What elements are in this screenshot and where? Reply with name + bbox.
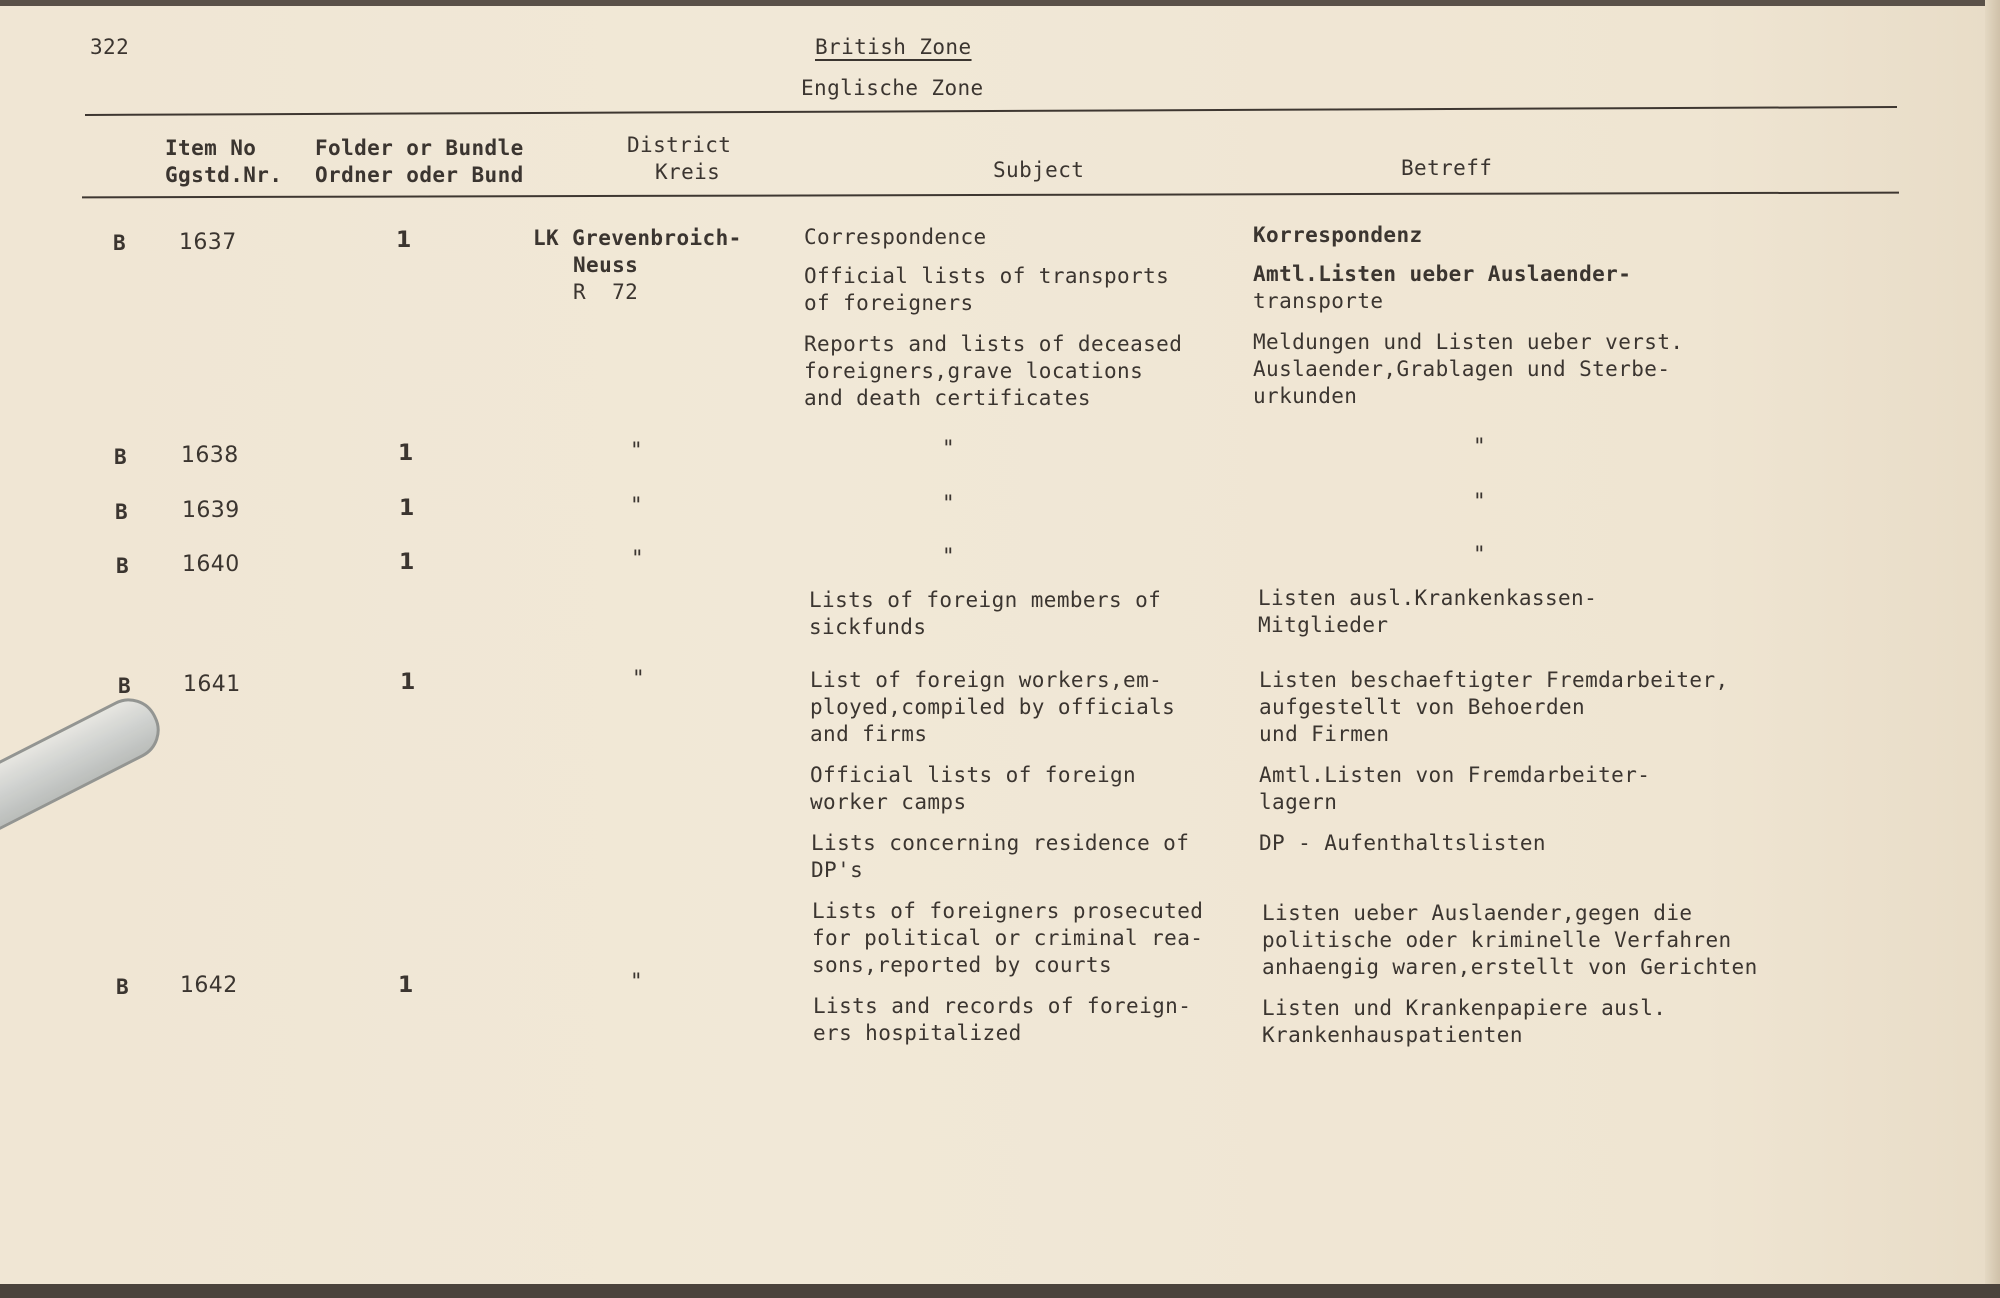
subject-line: List of foreign workers,em-: [810, 668, 1163, 692]
row-folder: 1: [396, 228, 412, 253]
page-title: British Zone: [815, 35, 972, 59]
row-item-no: 1638: [181, 443, 239, 468]
row-district: ": [632, 666, 646, 690]
row-district: ": [630, 969, 644, 993]
row-item-no: 1637: [179, 230, 237, 255]
row-item-no: 1640: [182, 552, 240, 577]
subject-line: ers hospitalized: [813, 1021, 1022, 1045]
row-prefix: B: [116, 975, 130, 999]
betreff-line: Amtl.Listen ueber Auslaender-: [1253, 262, 1632, 286]
subject-line: Official lists of transports: [804, 264, 1170, 288]
subject-line: Lists of foreigners prosecuted: [812, 899, 1204, 923]
betreff-line: Listen ueber Auslaender,gegen die: [1262, 901, 1693, 925]
col-district-de: Kreis: [655, 160, 721, 184]
betreff-line: Amtl.Listen von Fremdarbeiter-: [1259, 763, 1651, 787]
row-folder: 1: [398, 441, 414, 466]
betreff-ditto: ": [1473, 542, 1487, 566]
subject-line: of foreigners: [804, 291, 974, 315]
page-right-edge: [1985, 0, 2000, 1298]
betreff-line: Listen und Krankenpapiere ausl.: [1262, 996, 1667, 1020]
subject-ditto: ": [942, 491, 956, 515]
betreff-line: Auslaender,Grablagen und Sterbe-: [1253, 357, 1671, 381]
subject-line: Lists concerning residence of: [811, 831, 1190, 855]
betreff-line: Korrespondenz: [1253, 223, 1423, 247]
header-top-rule: [85, 106, 1897, 116]
subject-line: foreigners,grave locations: [804, 359, 1144, 383]
col-district-en: District: [627, 133, 732, 157]
subject-line: sickfunds: [809, 615, 927, 639]
header-bottom-rule: [82, 192, 1899, 199]
page-bottom-edge: [0, 1284, 2000, 1298]
row-prefix: B: [116, 554, 130, 578]
subject-line: Official lists of foreign: [810, 763, 1137, 787]
betreff-line: urkunden: [1253, 384, 1358, 408]
col-folder-en: Folder or Bundle: [315, 136, 524, 160]
col-betreff: Betreff: [1401, 156, 1493, 180]
subject-line: Lists and records of foreign-: [813, 994, 1192, 1018]
row-district: ": [631, 546, 645, 570]
row-prefix: B: [113, 231, 127, 255]
row-prefix: B: [118, 674, 132, 698]
page-number: 322: [90, 35, 130, 59]
row-folder: 1: [400, 670, 416, 695]
subject-line: Correspondence: [804, 225, 987, 249]
row-folder: 1: [399, 496, 415, 521]
betreff-line: aufgestellt von Behoerden: [1259, 695, 1586, 719]
row-folder: 1: [399, 550, 415, 575]
betreff-line: DP - Aufenthaltslisten: [1259, 831, 1546, 855]
betreff-line: Listen beschaeftigter Fremdarbeiter,: [1259, 668, 1729, 692]
subject-line: and firms: [810, 722, 928, 746]
betreff-line: transporte: [1253, 289, 1384, 313]
row-folder: 1: [398, 973, 414, 998]
row-prefix: B: [115, 500, 129, 524]
subject-line: Reports and lists of deceased: [804, 332, 1183, 356]
row-district: ": [630, 493, 644, 517]
betreff-ditto: ": [1473, 489, 1487, 513]
subject-ditto: ": [942, 544, 956, 568]
row-district: R 72: [573, 280, 639, 304]
betreff-line: Meldungen und Listen ueber verst.: [1253, 330, 1684, 354]
subject-line: sons,reported by courts: [812, 953, 1112, 977]
col-item-no-en: Item No: [165, 136, 257, 160]
col-subject: Subject: [993, 158, 1085, 182]
row-prefix: B: [114, 445, 128, 469]
subject-line: Lists of foreign members of: [809, 588, 1162, 612]
subject-line: ployed,compiled by officials: [810, 695, 1176, 719]
subject-line: worker camps: [810, 790, 967, 814]
row-item-no: 1641: [183, 672, 241, 697]
row-district: Neuss: [573, 253, 639, 277]
betreff-line: lagern: [1259, 790, 1338, 814]
betreff-line: Krankenhauspatienten: [1262, 1023, 1523, 1047]
subject-line: for political or criminal rea-: [812, 926, 1204, 950]
betreff-line: Listen ausl.Krankenkassen-: [1258, 586, 1598, 610]
betreff-line: Mitglieder: [1258, 613, 1389, 637]
row-item-no: 1642: [180, 973, 238, 998]
betreff-line: und Firmen: [1259, 722, 1390, 746]
col-item-no-de: Ggstd.Nr.: [165, 163, 283, 187]
row-district: ": [630, 438, 644, 462]
subject-ditto: ": [942, 436, 956, 460]
betreff-ditto: ": [1473, 434, 1487, 458]
page-top-edge: [0, 0, 2000, 6]
betreff-line: politische oder kriminelle Verfahren: [1262, 928, 1732, 952]
row-item-no: 1639: [182, 498, 240, 523]
page-subtitle: Englische Zone: [801, 76, 984, 100]
pen-weight-object: [0, 688, 170, 869]
subject-line: DP's: [811, 858, 864, 882]
row-district: LK Grevenbroich-: [533, 226, 742, 250]
col-folder-de: Ordner oder Bund: [315, 163, 524, 187]
betreff-line: anhaengig waren,erstellt von Gerichten: [1262, 955, 1758, 979]
subject-line: and death certificates: [804, 386, 1091, 410]
